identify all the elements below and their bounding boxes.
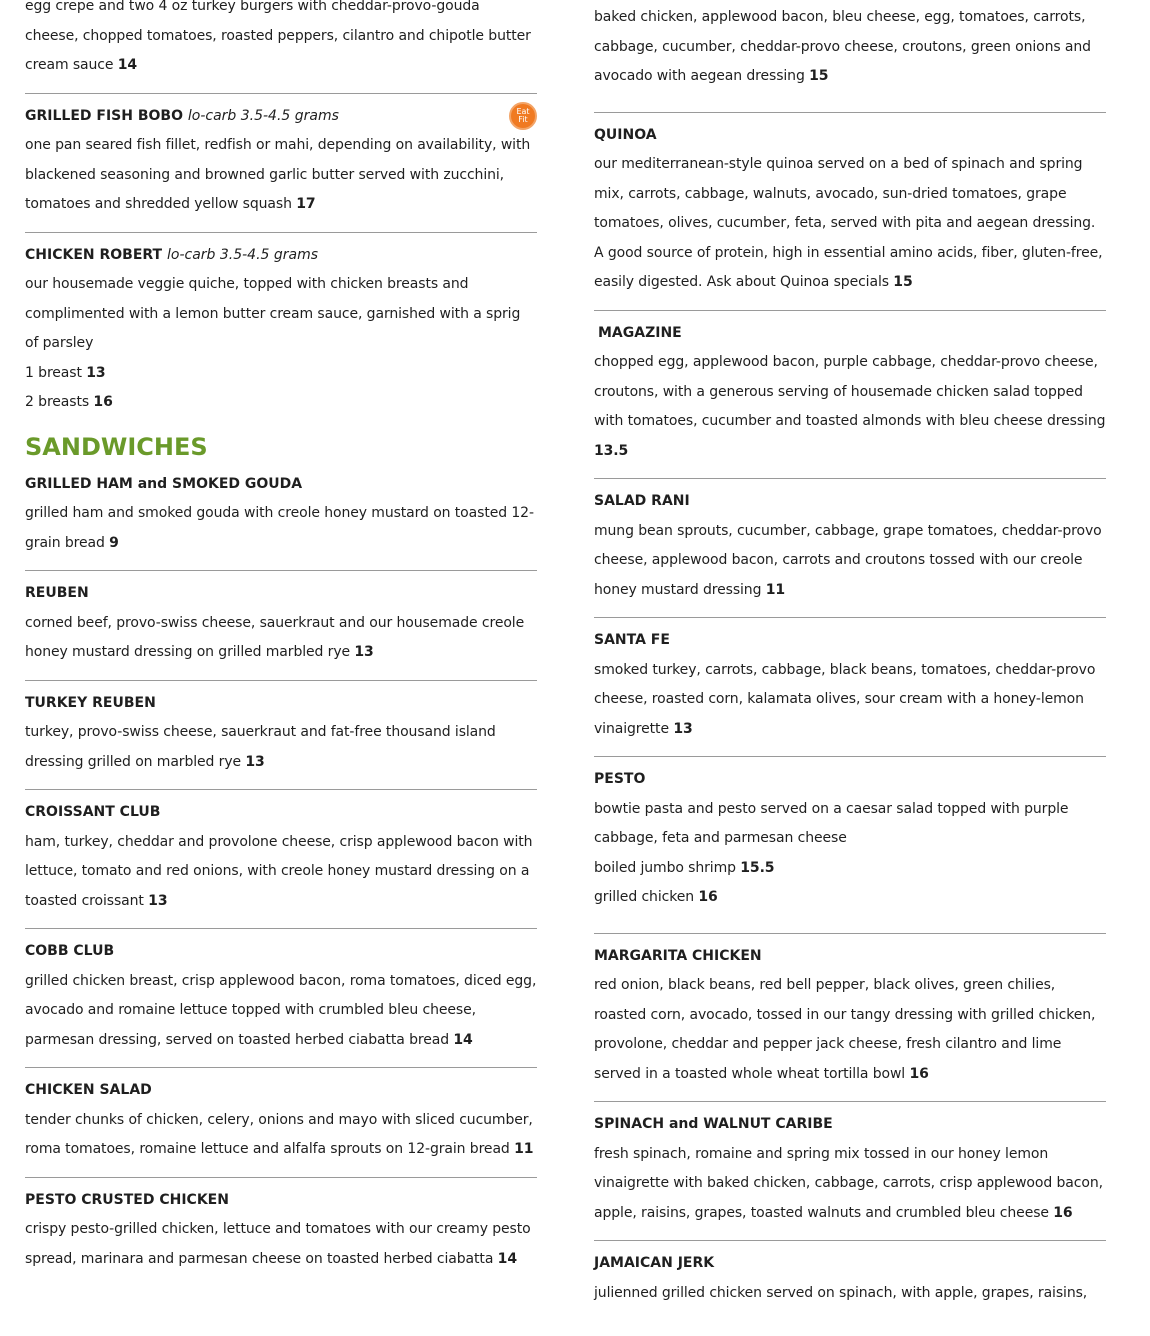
item-description: corned beef, provo-swiss cheese, sauerkraut and our housemade creole honey mustard dressing on grilled marbled rye 13 xyxy=(25,614,525,660)
item-description: turkey, provo-swiss cheese, sauerkraut and fat-free thousand island dressing grilled on marbled rye 13 xyxy=(25,724,496,770)
item-price: 16 xyxy=(1053,1204,1073,1221)
menu-item-pesto xyxy=(594,756,1106,933)
eat-fit-badge-icon: Eat Fit xyxy=(509,102,537,130)
item-description: our mediterranean-style quinoa served on a bed of spinach and spring mix, carrots, cabbage, walnuts, avocado, sun-dried tomatoes, grape tomatoes, olives, cucumber, feta, served with pita and aegean dressing. A good source of protein, high in essential amino acids, fiber, gluten-free, easily digested. Ask about Quinoa specials 15 xyxy=(594,156,1103,290)
menu-item-ham-gouda xyxy=(25,470,537,571)
menu-item-santa-fe xyxy=(594,617,1106,756)
item-price: 11 xyxy=(765,581,786,598)
item-description: fresh spinach, romaine and spring mix tossed in our honey lemon vinaigrette with baked chicken, cabbage, carrots, crisp applewood bacon, apple, raisins, grapes, toasted walnuts and crumbled bleu cheese 16 xyxy=(594,1145,1103,1221)
item-price: 16 xyxy=(698,889,718,905)
item-price: 14 xyxy=(117,57,138,73)
item-price: 14 xyxy=(497,1250,517,1267)
item-description: crispy pesto-grilled chicken, lettuce and tomatoes with our creamy pesto spread, marinara and parmesan cheese on toasted herbed ciabatta 14 xyxy=(25,1221,531,1267)
item-description: smoked turkey, carrots, cabbage, black beans, tomatoes, cheddar-provo cheese, roasted corn, kalamata olives, sour cream with a honey-lemon vinaigrette 13 xyxy=(594,661,1096,737)
item-title: JAMAICAN JERK xyxy=(594,1255,715,1271)
menu-item-salad-rani xyxy=(594,478,1106,617)
menu-item-chicken-salad xyxy=(25,1067,537,1177)
menu-item-margarita-chicken xyxy=(594,933,1106,1102)
item-description: grilled chicken breast, crisp applewood bacon, roma tomatoes, diced egg, avocado and romaine lettuce topped with crumbled bleu cheese, parmesan dressing, served on toasted herbed ciabatta bread 14 xyxy=(25,972,537,1048)
item-title: QUINOA xyxy=(594,126,657,143)
section-heading-sandwiches: SANDWICHES xyxy=(25,432,208,461)
item-price: 9 xyxy=(109,534,119,551)
item-description: mung bean sprouts, cucumber, cabbage, grape tomatoes, cheddar-provo cheese, applewood bacon, carrots and croutons tossed with our creole honey mustard dressing 11 xyxy=(594,522,1102,598)
item-option: 1 breast 13 xyxy=(25,364,106,381)
menu-item-grilled-fish-bobo xyxy=(25,93,537,232)
item-description: tender chunks of chicken, celery, onions and mayo with sliced cucumber, roma tomatoes, romaine lettuce and alfalfa sprouts on 12-grain bread 11 xyxy=(25,1111,534,1157)
menu-item-reuben xyxy=(25,570,537,680)
item-description: our housemade veggie quiche, topped with chicken breasts and complimented with a lemon butter cream sauce, garnished with a sprig of parsley xyxy=(25,276,521,351)
item-price: 16 xyxy=(93,394,113,410)
item-title: PESTO CRUSTED CHICKEN xyxy=(25,1191,229,1208)
item-title: GRILLED HAM and SMOKED GOUDA xyxy=(25,475,303,492)
item-price: 16 xyxy=(909,1065,929,1082)
item-description: bowtie pasta and pesto served on a caesar salad topped with purple cabbage, feta and parmesan cheese xyxy=(594,800,1069,846)
item-price: 13 xyxy=(148,892,168,909)
item-price: 13 xyxy=(673,720,693,737)
item-title: COBB CLUB xyxy=(25,943,115,959)
item-price: 15.5 xyxy=(740,859,775,876)
item-description: ham, turkey, cheddar and provolone cheese, crisp applewood bacon with lettuce, tomato and red onions, with creole honey mustard dressing on a toasted croissant 13 xyxy=(25,833,533,909)
item-title: SPINACH and WALNUT CARIBE xyxy=(594,1116,833,1132)
menu-item-chicken-robert xyxy=(25,232,537,422)
item-description: julienned grilled chicken served on spinach, with apple, grapes, raisins, xyxy=(594,1284,1088,1301)
item-title: PESTO xyxy=(594,771,646,787)
menu-item-cobb-club xyxy=(25,928,537,1067)
item-title: REUBEN xyxy=(25,585,89,601)
item-title: SALAD RANI xyxy=(594,493,690,509)
item-price: 13 xyxy=(245,753,265,770)
item-price: 11 xyxy=(514,1141,534,1157)
item-option: 2 breasts 16 xyxy=(25,394,113,410)
item-price: 13.5 xyxy=(594,442,629,459)
menu-item-quinoa xyxy=(594,112,1106,310)
menu-item-continued xyxy=(594,3,1106,112)
menu-item-magazine xyxy=(594,310,1106,479)
menu-item-pesto-crusted-chicken xyxy=(25,1177,537,1287)
menu-item-turkey-reuben xyxy=(25,680,537,790)
menu-item-jamaican-jerk xyxy=(594,1240,1106,1320)
left-column xyxy=(25,0,537,1286)
item-price: 15 xyxy=(809,68,829,84)
item-description: baked chicken, applewood bacon, bleu cheese, egg, tomatoes, carrots, cabbage, cucumber, cheddar-provo cheese, croutons, green onions and avocado with aegean dressing 15 xyxy=(594,9,1091,84)
item-option: grilled chicken 16 xyxy=(594,889,718,905)
item-title: MAGAZINE xyxy=(598,324,682,341)
lo-carb-note: lo-carb 3.5-4.5 grams xyxy=(166,246,319,263)
item-title: CHICKEN ROBERT lo-carb 3.5-4.5 grams xyxy=(25,246,319,263)
right-column xyxy=(594,0,1106,1320)
item-title: SANTA FE xyxy=(594,632,670,648)
item-price: 14 xyxy=(453,1031,473,1048)
item-description: grilled ham and smoked gouda with creole honey mustard on toasted 12-grain bread 9 xyxy=(25,505,534,551)
lo-carb-note: lo-carb 3.5-4.5 grams xyxy=(187,107,339,124)
item-price: 13 xyxy=(354,644,374,660)
menu-item-croissant-club xyxy=(25,789,537,928)
menu-item-spinach-walnut-caribe xyxy=(594,1101,1106,1240)
item-title: CHICKEN SALAD xyxy=(25,1082,152,1098)
item-description: red onion, black beans, red bell pepper, black olives, green chilies, roasted corn, avocado, tossed in our tangy dressing with grilled chicken, provolone, cheddar and pepper jack cheese, fresh cilantro and lime served in a toasted whole wheat tortilla bowl 16 xyxy=(594,977,1096,1082)
item-description: one pan seared fish fillet, redfish or mahi, depending on availability, with blackened seasoning and browned garlic butter served with zucchini, tomatoes and shredded yellow squash 17 xyxy=(25,137,531,212)
item-title: CROISSANT CLUB xyxy=(25,804,161,820)
item-title: TURKEY REUBEN xyxy=(25,694,156,711)
item-description: chopped egg, applewood bacon, purple cabbage, cheddar-provo cheese, croutons, with a generous serving of housemade chicken salad topped with tomatoes, cucumber and toasted almonds with bleu cheese dressing 13.5 xyxy=(594,354,1106,459)
item-price: 13 xyxy=(86,364,106,381)
item-title: GRILLED FISH BOBO lo-carb 3.5-4.5 grams xyxy=(25,107,339,124)
item-title: MARGARITA CHICKEN xyxy=(594,947,762,964)
item-description: egg crepe and two 4 oz turkey burgers with cheddar-provo-gouda cheese, chopped tomatoes, roasted peppers, cilantro and chipotle butter cream sauce 14 xyxy=(25,0,531,73)
menu-item-continued xyxy=(25,0,537,93)
item-option: boiled jumbo shrimp 15.5 xyxy=(594,859,775,876)
item-price: 17 xyxy=(296,196,316,212)
item-price: 15 xyxy=(893,274,913,290)
